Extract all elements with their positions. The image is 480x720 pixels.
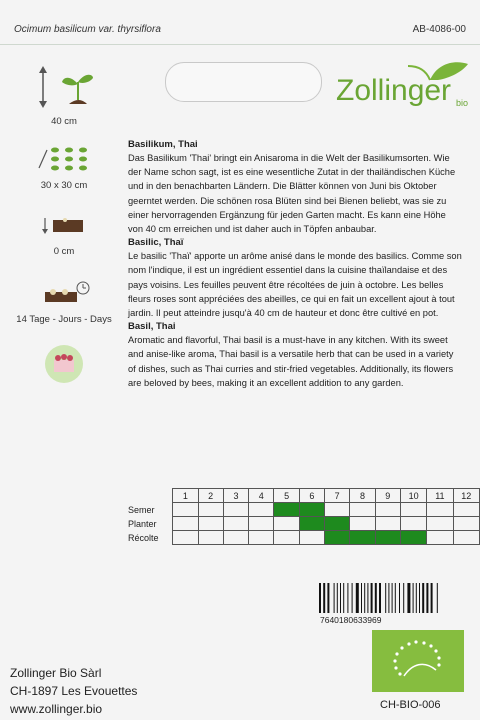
calendar-row [126, 517, 480, 531]
barcode-bar [422, 583, 424, 613]
sowing-depth-icon [29, 214, 99, 236]
calendar-cell [375, 503, 400, 517]
germination-value: 14 Tage - Jours - Days [16, 314, 112, 325]
barcode-bar [327, 583, 329, 613]
calendar-cell [325, 503, 350, 517]
calendar-cell [249, 503, 274, 517]
spacing-value: 30 x 30 cm [40, 180, 88, 191]
hanging-slot [165, 62, 322, 102]
barcode-bar [399, 583, 400, 613]
description-text-de: Das Basilikum 'Thai' bringt ein Anisaroma in die Welt der Basilikumsorten. Wie der Name schon sagt, ist es eine wesentliche Zutat in der thailändischen Küche und in den benachbarten Ländern. Die Blätter können von Juni bis Oktober geerntet werden. Die schönen rosa Blüten sind bei Bienen beliebt, was sie zu einer hervorragenden Ergänzung für jeden Garten macht. Es kann eine Höhe von 40 cm erreichen und ist daher auch in Töpfen anbaubar. [128, 153, 456, 235]
calendar-cell [274, 531, 299, 545]
calendar-cell [173, 517, 198, 531]
eu-organic-logo [372, 630, 464, 692]
bee-friendly-info [0, 344, 128, 384]
calendar-month-8: 8 [350, 489, 375, 503]
barcode-bar [361, 583, 362, 613]
calendar-cell [299, 517, 324, 531]
plant-spacing-icon [29, 146, 99, 174]
barcode-bar [426, 583, 428, 613]
company-name: Zollinger Bio Sàrl [10, 666, 102, 680]
spacing-info [0, 146, 128, 191]
calendar-month-7: 7 [325, 489, 350, 503]
height-value: 40 cm [51, 116, 77, 127]
barcode-bar [385, 583, 386, 613]
calendar-cell [299, 531, 324, 545]
calendar-row [126, 503, 480, 517]
description-title-fr: Basilic, Thaï [128, 237, 184, 249]
calendar-month-11: 11 [427, 489, 453, 503]
calendar-cell [400, 503, 426, 517]
barcode-bar [403, 583, 404, 613]
calendar-month-9: 9 [375, 489, 400, 503]
article-code: AB-4086-00 [412, 24, 466, 35]
logo-wordmark: Zollinger [336, 74, 452, 107]
barcode [318, 583, 462, 613]
barcode-bar [437, 583, 438, 613]
bio-certification-code: CH-BIO-006 [380, 699, 441, 711]
calendar-cell [173, 503, 198, 517]
barcode-bar [323, 583, 325, 613]
calendar-cell [223, 531, 248, 545]
calendar-cell [427, 531, 453, 545]
calendar-cell [325, 517, 350, 531]
calendar-cell [249, 531, 274, 545]
barcode-bar [395, 583, 396, 613]
calendar-cell [198, 517, 223, 531]
calendar-row-label: Planter [128, 518, 157, 529]
sowing-calendar [126, 488, 480, 545]
bee-friendly-icon [29, 344, 99, 384]
calendar-cell [350, 517, 375, 531]
barcode-bar [340, 583, 341, 613]
barcode-bar [337, 583, 338, 613]
calendar-cell [427, 503, 453, 517]
calendar-cell [249, 517, 274, 531]
barcode-bar [416, 583, 417, 613]
barcode-bar [371, 583, 373, 613]
company-website[interactable]: www.zollinger.bio [10, 702, 103, 716]
calendar-month-5: 5 [274, 489, 299, 503]
calendar-cell [400, 531, 426, 545]
calendar-row-label: Semer [128, 504, 155, 515]
barcode-bar [392, 583, 393, 613]
calendar-month-3: 3 [223, 489, 248, 503]
description-text-en: Aromatic and flavorful, Thai basil is a must-have in any kitchen. With its sweet and anise-like aroma, Thai basil is a versatile herb that can be used in a variety of dishes, such as Thai curries and stir-fried vegetables. Additionally, its flowers are beloved by bees, making it an excellent addition to any garden. [128, 335, 454, 388]
latin-name: Ocimum basilicum var. thyrsiflora [14, 24, 161, 35]
height-info [0, 66, 128, 127]
header-bar [0, 0, 480, 45]
calendar-cell [453, 503, 479, 517]
logo-suffix: bio [456, 98, 469, 108]
calendar-cell [427, 517, 453, 531]
calendar-cell [350, 531, 375, 545]
barcode-bar [356, 583, 359, 613]
calendar-cell [198, 531, 223, 545]
barcode-bar [388, 583, 389, 613]
calendar-cell [350, 503, 375, 517]
barcode-bar [413, 583, 414, 613]
description [128, 138, 463, 390]
calendar-cell [453, 531, 479, 545]
barcode-bar [347, 583, 348, 613]
calendar-cell [223, 517, 248, 531]
calendar-cell [375, 517, 400, 531]
germination-info [0, 280, 128, 325]
barcode-bar [367, 583, 368, 613]
calendar-month-4: 4 [249, 489, 274, 503]
barcode-bar [375, 583, 377, 613]
calendar-cell [198, 503, 223, 517]
barcode-bar [352, 583, 353, 613]
calendar-cell [223, 503, 248, 517]
calendar-cell [453, 517, 479, 531]
company-city: CH-1897 Les Evouettes [10, 684, 138, 698]
calendar-month-12: 12 [453, 489, 479, 503]
calendar-cell [274, 503, 299, 517]
calendar-cell [375, 531, 400, 545]
calendar-month-1: 1 [173, 489, 198, 503]
barcode-bar [431, 583, 433, 613]
calendar-corner [126, 489, 173, 503]
description-text-fr: Le basilic 'Thaï' apporte un arôme anisé dans le monde des basilics. Comme son nom l'indique, il est un ingrédient essentiel dans la cuisine thaïlandaise et des pays voisins. Les feuilles peuvent être récoltées de juin à octobre. Les belles fleurs roses sont appréciées des abeilles, ce qui en fait un excellent ajout à tout jardin. Il peut atteindre jusqu'à 40 cm de hauteur et donc être cultivé en pot. [128, 251, 462, 319]
barcode-bar [419, 583, 420, 613]
depth-info [0, 214, 128, 257]
calendar-cell [274, 517, 299, 531]
barcode-bar [364, 583, 365, 613]
description-title-de: Basilikum, Thai [128, 139, 198, 150]
germination-days-icon [29, 280, 99, 306]
barcode-number: 7640180633969 [320, 615, 382, 625]
calendar-cell [400, 517, 426, 531]
barcode-bar [379, 583, 381, 613]
barcode-bar [407, 583, 410, 613]
calendar-month-6: 6 [299, 489, 324, 503]
barcode-bar [334, 583, 335, 613]
zollinger-logo [334, 58, 474, 114]
barcode-bar [343, 583, 344, 613]
calendar-month-10: 10 [400, 489, 426, 503]
company-address [10, 664, 137, 718]
eu-leaf-icon [372, 630, 464, 692]
calendar-cell [299, 503, 324, 517]
depth-value: 0 cm [53, 246, 75, 257]
description-title-en: Basil, Thai [128, 321, 176, 333]
calendar-row-label: Récolte [128, 532, 159, 543]
calendar-cell [173, 531, 198, 545]
seedling-height-icon [29, 66, 99, 108]
barcode-bar [319, 583, 321, 613]
calendar-row [126, 531, 480, 545]
calendar-cell [325, 531, 350, 545]
calendar-month-2: 2 [198, 489, 223, 503]
